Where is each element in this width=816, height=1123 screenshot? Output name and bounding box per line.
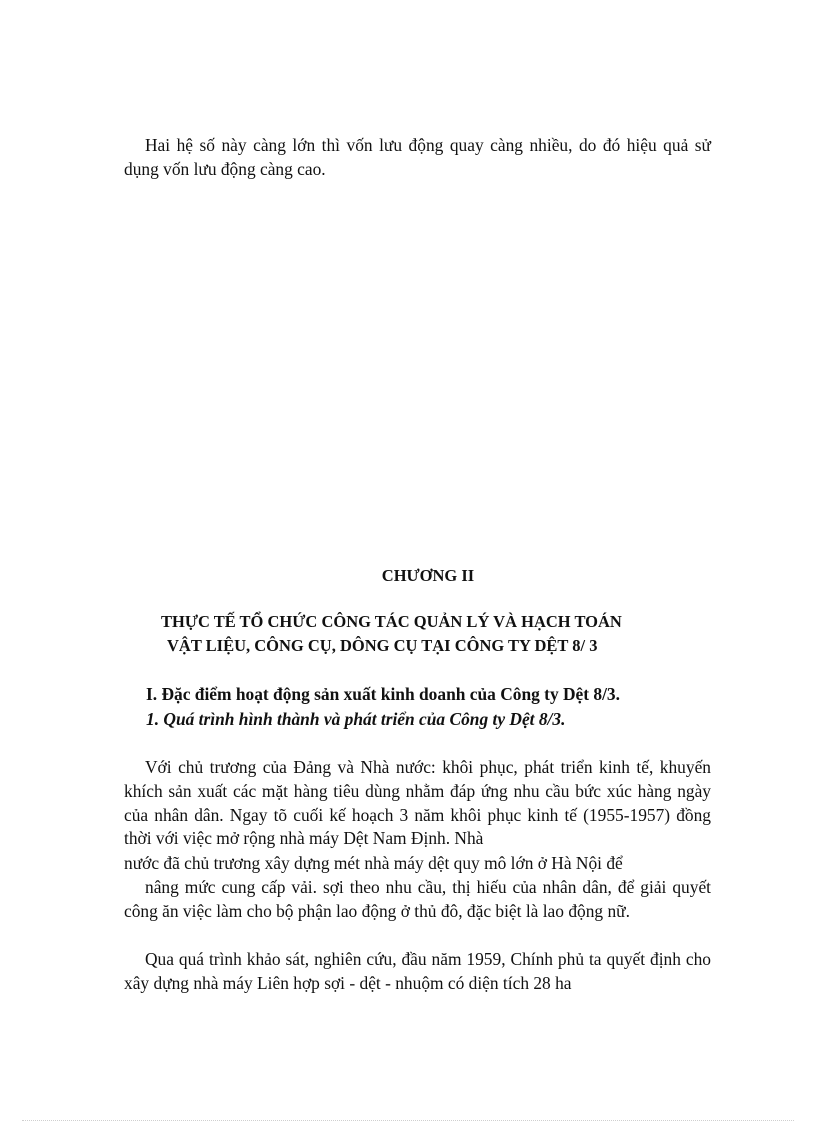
subsection-title: 1. Quá trình hình thành và phát triển của Công ty Dệt 8/3. xyxy=(146,709,566,729)
chapter-label: CHƯƠNG II xyxy=(381,566,475,585)
chapter-heading-line1: THỰC TẾ TỔ CHỨC CÔNG TÁC QUẢN LÝ VÀ HẠCH TOÁN xyxy=(161,612,622,631)
intro-paragraph: Hai hệ số này càng lớn thì vốn lưu động quay càng nhiều, do đó hiệu quả sử dụng vốn lưu động càng cao. xyxy=(124,135,711,179)
body-paragraph-1-continued: nước đã chủ trương xây dựng mét nhà máy dệt quy mô lớn ở Hà Nội để xyxy=(124,853,623,873)
body-paragraph-2: Qua quá trình khảo sát, nghiên cứu, đầu năm 1959, Chính phủ ta quyết định cho xây dựng nhà máy Liên hợp sợi - dệt - nhuộm có diện tích 28 ha xyxy=(124,949,711,993)
page-bottom-rule xyxy=(22,1120,794,1121)
body-paragraph-1: Với chủ trương của Đảng và Nhà nước: khôi phục, phát triển kinh tế, khuyến khích sản xuất các mặt hàng tiêu dùng nhằm đáp ứng nhu cầu bức xúc hàng ngày của nhân dân. Ngay tõ cuối kế hoạch 3 năm khôi phục kinh tế (1955-1957) đồng thời với việc mở rộng nhà máy Dệt Nam Định. Nhà xyxy=(124,757,711,849)
chapter-heading-line2: VẬT LIỆU, CÔNG CỤ, DÔNG CỤ TẠI CÔNG TY DỆT 8/ 3 xyxy=(167,636,598,655)
section-title: I. Đặc điểm hoạt động sản xuất kinh doanh của Công ty Dệt 8/3. xyxy=(146,684,620,704)
body-paragraph-1-end: nâng mức cung cấp vải. sợi theo nhu cầu, thị hiếu của nhân dân, để giải quyết công ăn việc làm cho bộ phận lao động ở thủ đô, đặc biệt là lao động nữ. xyxy=(124,877,711,921)
